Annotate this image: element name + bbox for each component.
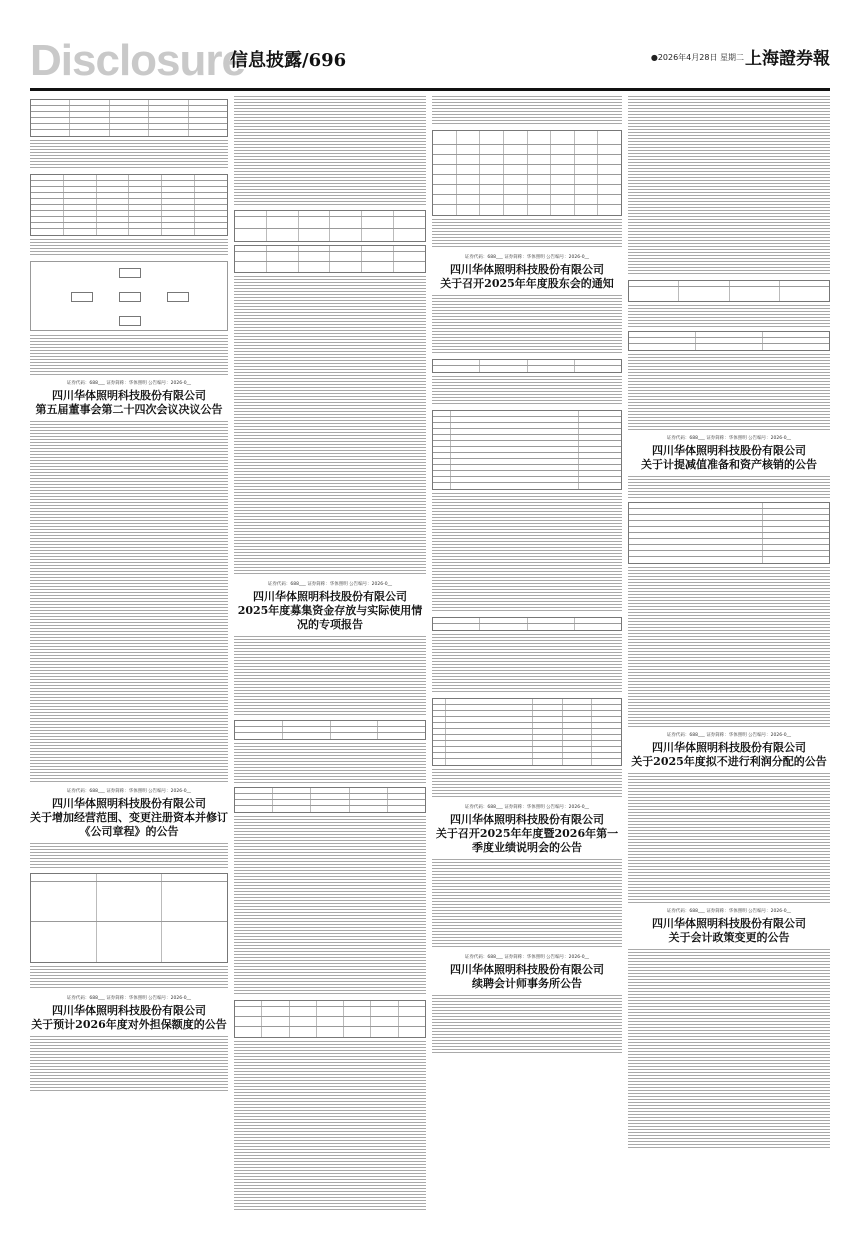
notice-title: 关于2025年度拟不进行利润分配的公告 — [631, 755, 827, 768]
notice-title: 关于增加经营范围、变更注册资本并修订《公司章程》的公告 — [30, 811, 228, 838]
notice-meta: 证券代码：688___ 证券简称：华体照明 公告编号：2026-0__ — [666, 909, 792, 914]
body-text — [432, 859, 622, 949]
notice-articles-amendment — [30, 789, 228, 839]
ownership-structure-diagram — [30, 261, 228, 331]
notice-title: 2025年度募集资金存放与实际使用情况的专项报告 — [237, 604, 423, 631]
fund-balance-table — [234, 720, 426, 740]
column-3 — [432, 96, 622, 1059]
notice-earnings-call — [432, 805, 622, 855]
disclosure-logo: Disclosure — [30, 36, 245, 85]
body-text — [628, 773, 830, 903]
notice-company: 四川华体照明科技股份有限公司 — [450, 963, 604, 976]
notice-company: 四川华体照明科技股份有限公司 — [652, 444, 806, 457]
body-text — [628, 949, 830, 1149]
body-text — [30, 239, 228, 257]
notice-annual-meeting — [432, 255, 622, 291]
proxy-form-table — [432, 698, 622, 766]
notice-no-dividend — [628, 733, 830, 769]
notice-accounting-policy — [628, 909, 830, 945]
body-text — [30, 966, 228, 990]
body-text — [628, 476, 830, 498]
notice-auditor-reappointment — [432, 955, 622, 991]
section-title: 信息披露/696 — [230, 50, 347, 71]
guarantee-table — [234, 210, 426, 242]
financial-table — [30, 99, 228, 137]
notice-company: 四川华体照明科技股份有限公司 — [253, 590, 407, 603]
guarantee-detail-table — [234, 245, 426, 273]
registration-table — [432, 617, 622, 631]
notice-title: 关于预计2026年度对外担保额度的公告 — [31, 1018, 227, 1031]
notice-impairment — [628, 436, 830, 472]
notice-meta: 证券代码：688___ 证券简称：华体照明 公告编号：2026-0__ — [464, 255, 590, 260]
notice-meta: 证券代码：688___ 证券简称：华体照明 公告编号：2026-0__ — [66, 996, 192, 1001]
fund-usage-table — [234, 1000, 426, 1038]
column-2 — [234, 96, 426, 1215]
newspaper-logo: 上海證券報 — [745, 49, 830, 69]
body-text — [234, 276, 426, 576]
notice-guarantee — [30, 996, 228, 1032]
body-text — [432, 219, 622, 249]
notice-title: 续聘会计师事务所公告 — [472, 977, 582, 990]
project-fund-table — [432, 130, 622, 216]
body-text — [30, 335, 228, 375]
notice-meta: 证券代码：688___ 证券简称：华体照明 公告编号：2026-0__ — [464, 805, 590, 810]
notice-meta: 证券代码：688___ 证券简称：华体照明 公告编号：2026-0__ — [66, 381, 192, 386]
notice-meta: 证券代码：688___ 证券简称：华体照明 公告编号：2026-0__ — [666, 733, 792, 738]
body-text — [234, 743, 426, 783]
notice-title: 关于会计政策变更的公告 — [668, 931, 790, 944]
body-text — [234, 636, 426, 716]
notice-title: 第五届董事会第二十四次会议决议公告 — [35, 403, 223, 416]
notice-fund-usage-report — [234, 582, 426, 632]
body-text — [30, 140, 228, 170]
notice-meta: 证券代码：688___ 证券简称：华体照明 公告编号：2026-0__ — [267, 582, 393, 587]
meeting-date-table — [432, 359, 622, 373]
dateline: ●2026年4月28日 星期二 — [650, 53, 744, 62]
notice-meta: 证券代码：688___ 证券简称：华体照明 公告编号：2026-0__ — [464, 955, 590, 960]
fund-account-table — [234, 787, 426, 813]
body-text — [234, 816, 426, 996]
notice-company: 四川华体照明科技股份有限公司 — [450, 263, 604, 276]
auditor-info-table — [628, 280, 830, 302]
body-text — [30, 421, 228, 783]
impairment-table — [628, 502, 830, 564]
notice-meta: 证券代码：688___ 证券简称：华体照明 公告编号：2026-0__ — [66, 789, 192, 794]
notice-company: 四川华体照明科技股份有限公司 — [52, 389, 206, 402]
notice-company: 四川华体照明科技股份有限公司 — [652, 741, 806, 754]
masthead-rule — [30, 88, 830, 91]
notice-meta: 证券代码：688___ 证券简称：华体照明 公告编号：2026-0__ — [666, 436, 792, 441]
notice-company: 四川华体照明科技股份有限公司 — [52, 797, 206, 810]
body-text — [30, 1036, 228, 1092]
body-text — [432, 295, 622, 355]
body-text — [432, 769, 622, 799]
body-text — [628, 354, 830, 430]
notice-title: 关于召开2025年年度暨2026年第一季度业绩说明会的公告 — [435, 827, 619, 854]
proposals-table — [432, 410, 622, 490]
body-text — [432, 493, 622, 613]
body-text — [628, 96, 830, 276]
notice-company: 四川华体照明科技股份有限公司 — [652, 917, 806, 930]
body-text — [432, 376, 622, 406]
body-text — [628, 567, 830, 727]
articles-comparison-table — [30, 873, 228, 963]
body-text — [432, 96, 622, 126]
body-text — [234, 1041, 426, 1211]
masthead — [30, 38, 830, 84]
notice-title: 关于计提减值准备和资产核销的公告 — [641, 458, 817, 471]
notice-company: 四川华体照明科技股份有限公司 — [450, 813, 604, 826]
body-text — [30, 843, 228, 869]
notice-title: 关于召开2025年年度股东会的通知 — [440, 277, 614, 290]
shareholder-table — [30, 174, 228, 236]
audit-fee-table — [628, 331, 830, 351]
column-4 — [628, 96, 830, 1153]
body-text — [432, 634, 622, 694]
notice-board-resolution — [30, 381, 228, 417]
body-text — [234, 96, 426, 206]
notice-company: 四川华体照明科技股份有限公司 — [52, 1004, 206, 1017]
body-text — [432, 995, 622, 1055]
column-1 — [30, 96, 228, 1096]
body-text — [628, 305, 830, 327]
